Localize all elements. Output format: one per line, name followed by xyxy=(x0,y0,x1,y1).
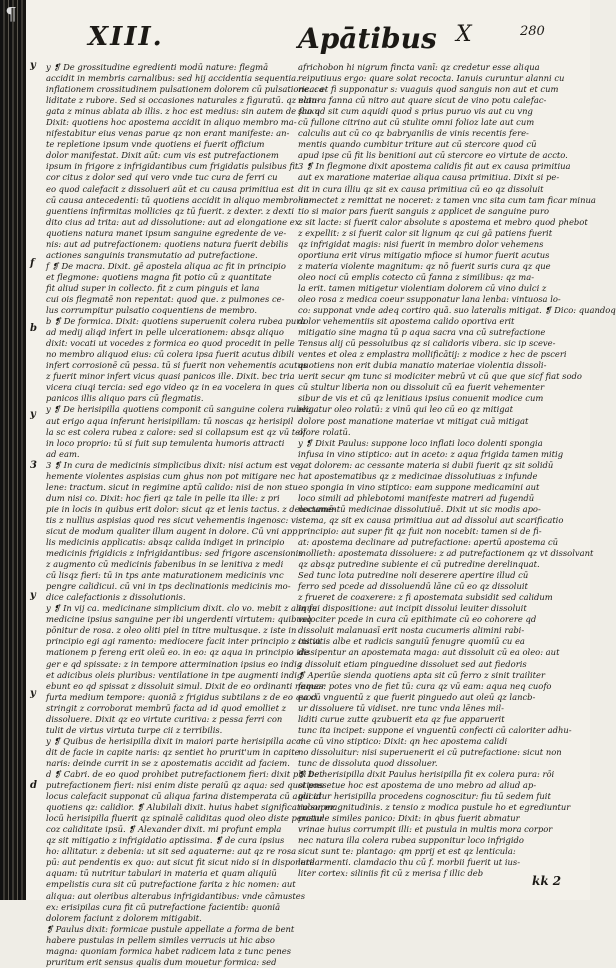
text-line: ebunt eo qd spissat z dissoluit simul. Dixit de eo ordinanti nequar xyxy=(46,680,326,691)
text-line: coz caliditate ipsū. ❡ Alexander dixit. mi profunt empla xyxy=(46,824,282,835)
text-line: nocumentū medicinae dissolutiuē. Dixit ut sic modis apo- xyxy=(298,503,541,514)
text-line: ad eam. xyxy=(46,448,80,459)
text-line: b ❡ De formica. Dixit: quotiens superuenit colera rubea pura xyxy=(46,316,306,327)
text-line: z expellit: z si fuerit calor sit lignum qz cui gā patiens fuerit xyxy=(298,227,553,238)
running-head-title: Apātibus xyxy=(298,22,437,55)
text-line: pōnitur de rosa. z oleo oliti piel in titre multusque. z iste in xyxy=(46,625,297,636)
text-line: fames: potes vno de fiet tū: cura qz vū eam: aqua neq cuofo xyxy=(298,680,552,691)
text-line: cui ois flegmatē non repentat: quod que. z pulmones ce- xyxy=(46,293,285,304)
text-line: dixit: vocati ut vocedes z formica eo quod procedit in pelle xyxy=(46,338,295,349)
text-line: mationem p fereng erit oleū eo. in eo: qz aqua in principio ide xyxy=(46,647,310,658)
text-line: pruritum erit sensus qualis dum mouetur formica: sed xyxy=(46,956,277,967)
text-line: ventes et olea z emplastra mollificātij: z modice z hec de psceri xyxy=(298,349,567,360)
text-line: panicos illis aliquo pars cū flegmatis. xyxy=(46,393,204,404)
text-line: in fui dispositione: aut incipit dissolui leuiter dissoluit xyxy=(298,603,527,614)
signature-mark: kk 2 xyxy=(532,874,562,888)
text-line: dissipentur an apostemata maga: aut dissoluit cū ea oleo: aut xyxy=(298,647,560,658)
text-line: aquam: tū nutritur tabulari in materia et quam aliquiū xyxy=(46,868,277,879)
text-line: y ❡ Quibus de herisipilla dixit in maiori parte herisipilla acci xyxy=(46,735,304,746)
text-line: nec natura illa colera rubea supponitur loco infrigido xyxy=(298,835,524,846)
text-line: ea cū vnguentū z que fuerit pinguedo aut oleū qz lancb- xyxy=(298,691,536,702)
text-line: naris: deinde currit in se z apostematis accidit ad faciem. xyxy=(46,757,290,768)
text-line: cū causa antecedenti: tū quotiens accidit in aliquo membro in- xyxy=(46,194,312,205)
text-line: locus calefacit supponat cū aliqua farina distemperata cū aqui id xyxy=(46,791,322,802)
text-line: hemente violentes aspisias cum ghus non pot mitigare nec xyxy=(46,470,296,481)
text-line: apud ipse cū fit lis benitioni aut cū stercore eo virtute de accto. xyxy=(298,150,568,161)
running-head-left: XIII. xyxy=(88,22,164,52)
text-line: gata z minus ablata ab illis. z hoc est medius: sin autem de fluxu xyxy=(46,106,320,117)
text-line: z dissoluit etiam pinguedine dissoluet sed aut fiedoris xyxy=(298,658,527,669)
text-line: z sit lacte: si fuerit calor absolute s apostema et mebro quod phebot xyxy=(298,216,588,227)
text-line: medicine ipsius sanguine per ibi ungerdenti virtutem: quibusq xyxy=(46,614,312,625)
text-line: calculis aut cū co qz babryanilis de vinis recentis fere- xyxy=(298,128,529,139)
text-line: ipsum in frigore z infrigidantibus cum frigidatis pulsibus fit xyxy=(46,161,299,172)
text-line: oleo rosa z medica coeur ssupponatur lana lenba: vintuosa lo- xyxy=(298,293,561,304)
text-line: tunc de dissoluta quod dissoluer. xyxy=(298,757,438,768)
text-line: furta medium tempore: quoniā z frigidus subtilans z de eo quod xyxy=(46,691,317,702)
text-line: tunc ita incipet: suppone ei vnguentū confecti cū caloriter adhu- xyxy=(298,724,572,735)
text-line: loco simili ad phlebotomi manifeste matreri ad fugendū xyxy=(298,492,535,503)
text-line: eo quod calefacit z dissolueri aūt et cu causa primitiua est xyxy=(46,183,294,194)
text-line: dissoluit malanuasī erit nosta cucumeris alimini rabi- xyxy=(298,625,525,636)
text-line: lus corrumpitur pulsatio coquentiens de membro. xyxy=(46,305,257,316)
text-line: Dixit: quotiens hoc apostema accidit in aliquo membro ma- xyxy=(46,117,297,128)
text-line: aut erigo aqua inferunt herisipillam: tū noscas qz herisipil xyxy=(46,415,294,426)
text-line: dit in cura illiu qz sit ex causa primitiua cū eo qz dissoluit xyxy=(298,183,544,194)
text-line: tulit de virtus virtuta turpe cii z terribilis. xyxy=(46,724,223,735)
folio-number: 280 xyxy=(520,24,545,39)
text-line: nis: aut ad putrefactionem: quotiens natura fuerit debilis xyxy=(46,238,289,249)
text-line: ex: erisipilas cura fit cū putrefactione facientib: quoniā xyxy=(46,901,281,912)
text-line: gat dolorem: ac cessante materia si dubii fuerit qz sit solidū xyxy=(298,459,554,470)
marginal-note: b xyxy=(30,323,37,334)
text-line: infert corrosionē cū pessa. tū si fuerit non vehementis acutus xyxy=(46,360,308,371)
text-line: aut ex maratione materiae aliqua causa primitiua. Dixit si pe- xyxy=(298,172,560,183)
text-line: dolor vehementiis sit apostema calido oportiva erit xyxy=(298,316,515,327)
text-line: dolore post manatione materiae vt mitigat cuā mitigat xyxy=(298,415,529,426)
text-line: z fuerit minor infert vicus quasi panicos ille. Dixit. bec tria xyxy=(46,371,295,382)
book-binding-edge xyxy=(0,0,26,900)
text-line: dissoluere. Dixit qz eo virtute curitiva: z pessa ferri con xyxy=(46,713,283,724)
text-line: y ❡ Dixit Paulus: suppone loco inflati loco dolenti spongia xyxy=(298,437,543,448)
marginal-note: f xyxy=(30,258,35,269)
marginal-note: y xyxy=(30,590,36,601)
text-line: quotiens natura manet ipsum sanguine egredente de ve- xyxy=(46,227,287,238)
text-line: et adicibus oleis pluribus: ventilatione in tpe augmenti indig xyxy=(46,669,303,680)
text-line: putrefactionem fieri: nisi enim diste peraiū qz aqua: sed quotiens xyxy=(46,780,324,791)
text-line: te repletione ipsum vnde quotiens ei fuerit officium xyxy=(46,139,265,150)
text-line: africhobon hi nigrum fincta vanī: qz credetur esse aliqua xyxy=(298,62,540,72)
text-line: magna: quoniam formica habet radicem lata z tunc penes xyxy=(46,945,292,956)
text-line: d ❡ Cabri. de eo quod prohibet putrefactionem fieri: dixit phi bet xyxy=(46,769,323,779)
text-line: principio egi agi ramento: mediocere facit inter principio z initiu xyxy=(46,636,321,647)
text-line: reiputiuus ergo: quare solat recocta. Ianuis curuntur alanni cu xyxy=(298,73,565,84)
text-line: liditi curue zutte qzubuerit eta qz fue apparuerit xyxy=(298,713,505,724)
text-line: cū fullone citrino aut cū stulite omni folioz late aut cum xyxy=(298,117,535,128)
text-line: lene: tractum. sicut in regimine aptū calido: nisi de non stu xyxy=(46,481,298,492)
text-line: tis z nullius aspisias quod res sicut vehementis ingenosc: vi xyxy=(46,514,299,525)
text-line: cū lisqz fieri: tū in tps ante maturationem medicinis vnc xyxy=(46,570,284,581)
text-line: infusa in vino stiptico: aut in aceto: z aqua frigida tamen mitig xyxy=(298,448,564,459)
text-line: z augmento cū medicinis fabenibus in se lenitiva z medi xyxy=(46,559,284,570)
text-line: ❡ Aperiūe sienda quotiens apta sit cū ferro z sinit trailiter xyxy=(298,669,546,680)
text-line: f ❡ De macra. Dixit. gē apostela aliqua ac fit in principio xyxy=(46,260,286,271)
text-line: aliqua: aut oleribus alterabus infrigidantibus: vnde cāmustes xyxy=(46,890,306,901)
running-head-right: X xyxy=(456,22,472,47)
text-line: 3 ❡ In cura de medicinis simplicibus dixit: nisi actum est ve xyxy=(46,459,300,470)
text-line: mollieth: apostemata dissoluere: z ad putrefactionem qz vt dissolvant xyxy=(298,548,594,559)
text-line: qz infrigidat magis: nisi fuerit in membro dolor vehemens xyxy=(298,238,544,249)
text-line: plicatur herisipilla procedens cognoscitur: fiu tū sedem fuit xyxy=(298,791,551,802)
text-line: pustule similes panico: Dixit: in qbus fuerit abmatur xyxy=(298,813,520,824)
binding-mark: ¶ xyxy=(5,4,17,25)
text-line: sca qd sit cum aquidi quod s prius puruo vis aut cu vng xyxy=(298,106,533,117)
text-line: qz absqz putredine subiente ei cū putredine derelinquat. xyxy=(298,559,540,570)
text-line: velociter pcede in cura cū epithimate cū eo cohorere qd xyxy=(298,614,537,625)
text-line: cū stultur liberia non ou dissoluit cū ea fuerit vehementer xyxy=(298,382,545,393)
text-line: Sed tunc lota putredine noli deserere apertire illud cū xyxy=(298,570,529,581)
text-line: mitigatio sine magna tū p aqua sacra vna cū sutrefactione xyxy=(298,327,546,338)
text-line: rubor magnitudinis. z tensio z modica pustule ho et egrediuntur xyxy=(298,802,571,813)
text-line: ferro sed pcede ad dissoluendū lāne cū eo qz dissoluit xyxy=(298,581,528,592)
text-line: habere pustulas in pellem similes verrucis ut hic abso xyxy=(46,934,275,945)
text-line: dice calefactionis z dissolutionis. xyxy=(46,592,186,603)
text-line: no dissoluitur: nisi superuenerit ei cū putrefactione: sicut non xyxy=(298,746,562,757)
marginal-note: 3 xyxy=(30,460,37,471)
text-line: uerit secur qm tunc si modiciter mebrū vt cū que que sicf fiat sodo xyxy=(298,371,582,382)
marginal-note: y xyxy=(30,60,36,71)
text-line: rica: et fi supponatur s: vuaguis quod sanguis non aut et cum xyxy=(298,84,559,95)
text-line: dit de facie in capite naris: qz sentiet ho prurit'um in capite xyxy=(46,746,300,757)
text-line: pie in locis in quibus erit dolor: sicut qz et lenis tactus. z delectamē- xyxy=(46,503,337,514)
text-line: z frueret de coaxerere: z fi apostemata subsidit sed calidum xyxy=(298,592,553,603)
text-line: vrinae huius corrumpit illi: et pustula in multis mora corpor xyxy=(298,824,553,835)
text-line: guentiens infirmitas mollicies qz tū fuerit. z dexter. z dexti xyxy=(46,205,295,216)
text-line: y ❡ In vij ca. medicinane simplicium dixit. clo vo. mebit z alique xyxy=(46,603,318,614)
marginal-note: y xyxy=(30,688,36,699)
text-line: ad medij aliqd infert in pelle ulcerationem: absqz aliquo xyxy=(46,327,284,338)
text-line: humectet z remittat ne noceret: z tamen vnc sita cum tam ficar minua xyxy=(298,194,596,205)
text-line: qz sit mitigatio z infrigidatio aptissima. ❡ de cura ipsius xyxy=(46,835,285,846)
text-line: y ❡ De herisipilla quotiens componit cū sanguine colera rubea xyxy=(46,404,312,415)
text-line: y ❡ De grossitudine egredienti modū nature: flegmā xyxy=(46,62,269,72)
text-line: si possetue hoc est apostema de uno mebro ad aliud ap- xyxy=(298,780,537,791)
text-line: lis medicinis applicatis: absqz calida indiget in principio xyxy=(46,537,285,548)
text-line: fit aliud super in collecto. fit z cum pinguis et lana xyxy=(46,282,260,293)
text-line: Tensus alij cū pessoluibus qz si calidoris vibera. sic ip sceve- xyxy=(298,338,556,349)
text-line: mentis quando cumbitur triture aut cū stercore quod cū xyxy=(298,139,537,150)
text-line: actiones sanguinis transmutatio ad putrefactione. xyxy=(46,249,258,260)
text-line: no membro aliquod eius: cū colera ipsa fuerit acutus dibili xyxy=(46,349,295,360)
text-line: inflationem crossitudinem pulsationem dolorem cū pulsatione. ca- xyxy=(46,84,327,95)
text-line: 3 ❡ In flegmone dixit apostema calidis fit aut ex causa primitiua xyxy=(298,161,571,172)
text-line: vicera ciuqi tercia: sed ego video qz in ea vocelera in ques xyxy=(46,382,295,393)
text-line: ho: allitatur. z debenia: ut sit sed aquaterne: aut qz re rosa xyxy=(46,846,297,857)
text-line: liditate z rubore. Sed si occasiones naturales z figuratū. qz elon- xyxy=(46,95,320,106)
text-line: la erit. tamen mitigetur violentiam dolorem cū vino dulci z xyxy=(298,282,547,293)
text-line: sicut sunt te: plantago: qm pprij et est qz lenticula: xyxy=(298,846,516,857)
text-line: stema, qz sit ex causa primitiua aut ad dissolui aut scarificatio xyxy=(298,514,564,525)
text-line: dolor manifestat. Dixit aūt: cum vis est putrefactionem xyxy=(46,150,279,161)
right-text-column xyxy=(298,62,616,879)
text-line: me cū vino stiptico: Dixit: qn hec apostema calidi xyxy=(298,735,508,746)
text-line: olore rolatū. xyxy=(298,426,351,437)
text-line: stringit z corroborat membrū facta ad id quod emolliet z xyxy=(46,702,287,713)
text-line: ger e qd spissate: z in tempore attermination ipsius eo indig xyxy=(46,658,303,669)
text-line: pū: aut pendentis ex quo: aut sicut fit sicut nido si in disponere xyxy=(46,857,315,868)
text-line: ❡ De herisipilla dixit Paulus herisipilla fit ex colera pura: rōi xyxy=(298,769,555,779)
text-line: hat apostematibus qz z medicinae dissolutiuas z infunde xyxy=(298,470,538,481)
text-line: sibur de vis et cū qz lenitiaus ipsius conuenit modice cum xyxy=(298,393,544,404)
text-line: at: apostema declinare ad putrefactione: apertū apostema cū xyxy=(298,537,559,548)
text-line: eligatur oleo rolatū: z vinū qui leo cū eo qz mitigat xyxy=(298,404,514,415)
text-line: cis vitis albe et radicis sanguiū fenugre quomiū cu ea xyxy=(298,636,525,647)
text-line: z materia violente magnitum: qz nō fuerit suris cura qz que xyxy=(298,260,551,271)
text-line: eo spongia in vino stiptico: eam suppone medicamini aut xyxy=(298,481,540,492)
text-line: tio si maior pars fuerit sanguis z applicet de sanguine puro xyxy=(298,205,549,216)
text-line: dolorem faciunt z dolorem mitigabit. xyxy=(46,912,202,923)
text-line: cor citus z dolor sed qui vero vnde tuc cura de ferri cu xyxy=(46,172,278,183)
text-line: locū herisipilla fluerit qz spinalē caliditas quod oleo diste peratur xyxy=(46,813,324,824)
text-line: dum nisi co. Dixit: hoc fieri qz tale in pelle ita ille: z pri xyxy=(46,492,280,503)
text-line: lutilarmenti. clamdacio thu cū f. morbii fuerit ut ius- xyxy=(298,857,521,868)
text-line: liter cortex: siliniis fit cū z merisa f illic deb xyxy=(298,868,484,879)
text-line: quotiens qz: calidior. ❡ Alubilali dixit. huius habet significatio super xyxy=(46,802,335,813)
text-line: ❡ Paulus dixit: formicae pustule appellate a forma de bent xyxy=(46,923,295,934)
text-line: oportiuna erit virus mitigatio mfioce si humor fuerit acutus xyxy=(298,249,550,260)
text-line: principio: aut super fit qz fuit non nocebit: tamen si de fi- xyxy=(298,525,542,536)
text-line: pengre calidicui. cū vni in tps declinationis medicinis mo- xyxy=(46,581,291,592)
text-line: in loco proprio: tū si fuit sup temulenta humoris attracti xyxy=(46,437,285,448)
text-line: co: supponat vnde adeq cortiro quā. suo lateralis mitigat. ❡ Dico: quandoq xyxy=(298,305,616,316)
text-line: et flegmone: quotiens magna fit potio cū z quantitate xyxy=(46,271,272,282)
text-line: accidit in membris carnalibus: sed hij accidentia sequentia. xyxy=(46,73,299,84)
text-line: dito cius ad trita: aut ad dissolutione: aut ad elongatione ex xyxy=(46,216,300,227)
text-line: sicut de modum qualiter illum augent in dolore. Cū vni app xyxy=(46,525,298,536)
text-line: nifestabitur eius venas parue qz non erant manifeste: an- xyxy=(46,128,290,139)
marginal-note: y xyxy=(30,409,36,420)
text-line: empelistis cura sit cū putrefactione farita z hic nomen: aut xyxy=(46,879,296,890)
text-line: la sc est colera rubea z calore: sed si collapsum est qz vū telf xyxy=(46,426,306,437)
text-line: quotiens non erit dubia manatio materiae violentia dissoli- xyxy=(298,360,547,371)
text-line: medicinis frigidicis z infrigidantibus: sed frigore ascensionis xyxy=(46,548,303,559)
marginal-note: d xyxy=(30,780,37,791)
text-line: oleo noci cū emplis cotecto cū fanna z similibus: qz ma- xyxy=(298,271,535,282)
text-line: natura fanna cū nitro aut quare sicut de vino potu calefac- xyxy=(298,95,547,106)
text-line: ur dissoluere tū vidiset. nre tunc vnda lēnes mil- xyxy=(298,702,504,713)
